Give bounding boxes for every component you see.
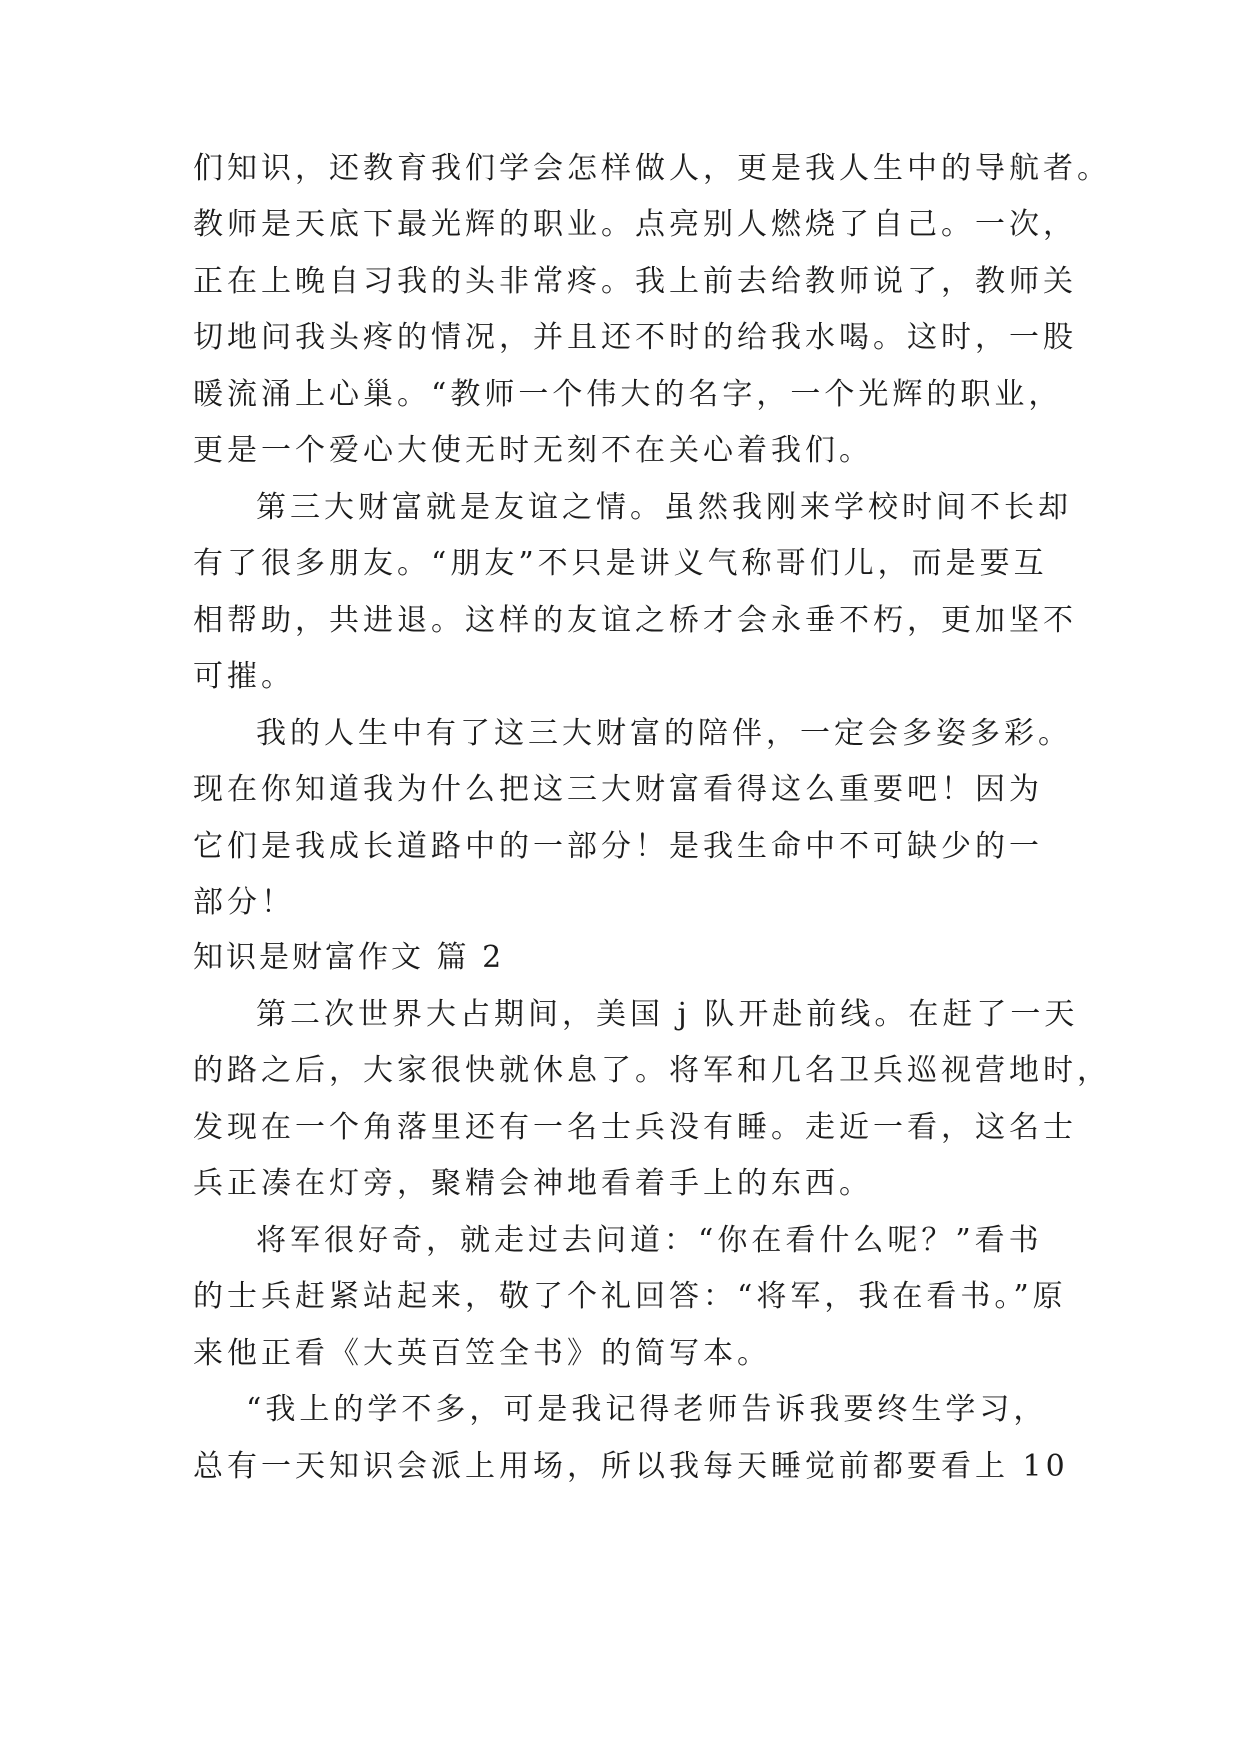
text-line: 现在你知道我为什么把这三大财富看得这么重要吧！因为 xyxy=(193,772,1043,807)
paragraph-start-line: 第二次世界大占期间，美国 j 队开赴前线。在赶了一天 xyxy=(256,997,1079,1032)
section-heading: 知识是财富作文 篇 2 xyxy=(193,940,505,975)
text-line: 的士兵赶紧站起来，敬了个礼回答：“将军，我在看书。”原 xyxy=(193,1279,1067,1314)
text-line: 发现在一个角落里还有一名士兵没有睡。走近一看，这名士 xyxy=(193,1110,1077,1145)
paragraph-start-line: 将军很好奇，就走过去问道：“你在看什么呢？”看书 xyxy=(256,1223,1043,1258)
text-line: 更是一个爱心大使无时无刻不在关心着我们。 xyxy=(193,433,873,468)
paragraph-start-line: 第三大财富就是友谊之情。虽然我刚来学校时间不长却 xyxy=(256,490,1072,525)
text-line: 正在上晚自习我的头非常疼。我上前去给教师说了，教师关 xyxy=(193,264,1077,299)
text-line: 部分！ xyxy=(193,885,295,920)
text-line: 暖流涌上心巢。“教师一个伟大的名字，一个光辉的职业， xyxy=(193,377,1063,412)
text-line: 切地问我头疼的情况，并且还不时的给我水喝。这时，一股 xyxy=(193,320,1077,355)
text-line: 它们是我成长道路中的一部分！是我生命中不可缺少的一 xyxy=(193,829,1043,864)
text-line: 总有一天知识会派上用场，所以我每天睡觉前都要看上 10 xyxy=(193,1449,1069,1484)
paragraph-start-line: “我上的学不多，可是我记得老师告诉我要终生学习， xyxy=(246,1392,1048,1427)
text-line: 们知识，还教育我们学会怎样做人，更是我人生中的导航者。 xyxy=(193,151,1111,186)
text-line: 的路之后，大家很快就休息了。将军和几名卫兵巡视营地时， xyxy=(193,1053,1111,1088)
text-line: 有了很多朋友。“朋友”不只是讲义气称哥们儿，而是要互 xyxy=(193,546,1048,581)
text-line: 教师是天底下最光辉的职业。点亮别人燃烧了自己。一次， xyxy=(193,207,1077,242)
text-line: 兵正凑在灯旁，聚精会神地看着手上的东西。 xyxy=(193,1166,873,1201)
text-line: 来他正看《大英百笠全书》的简写本。 xyxy=(193,1336,771,1371)
text-line: 可摧。 xyxy=(193,659,295,694)
paragraph-start-line: 我的人生中有了这三大财富的陪伴，一定会多姿多彩。 xyxy=(256,716,1072,751)
text-line: 相帮助，共进退。这样的友谊之桥才会永垂不朽，更加坚不 xyxy=(193,603,1077,638)
